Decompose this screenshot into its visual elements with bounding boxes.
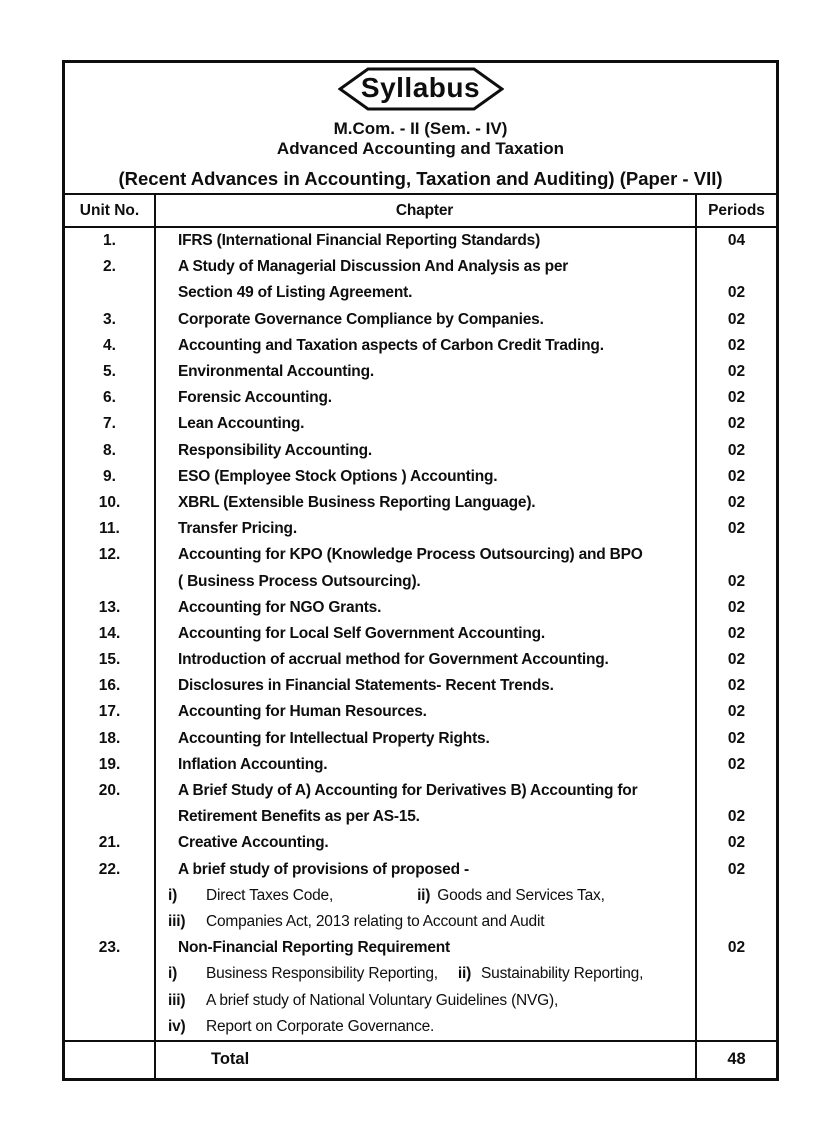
table-row bbox=[65, 1014, 776, 1040]
chapter-text: Sustainability Reporting, bbox=[481, 965, 644, 983]
unit-cell: 11. bbox=[99, 520, 120, 538]
periods-cell: 02 bbox=[727, 284, 746, 302]
badge-title: Syllabus bbox=[360, 72, 481, 103]
table-row bbox=[65, 621, 776, 647]
chapter-text: Disclosures in Financial Statements- Recent Trends. bbox=[178, 677, 554, 695]
program-title: M.Com. - II (Sem. - IV) bbox=[333, 119, 508, 138]
table-row bbox=[65, 568, 776, 594]
periods-cell: 04 bbox=[727, 232, 746, 250]
unit-cell: 21. bbox=[98, 834, 121, 852]
periods-cell: 02 bbox=[727, 363, 746, 381]
chapter-cell bbox=[154, 857, 697, 883]
unit-cell: 1. bbox=[103, 232, 116, 250]
chapter-text: A Study of Managerial Discussion And Analysis as per bbox=[178, 258, 569, 276]
chapter-cell bbox=[154, 411, 697, 437]
table-row bbox=[65, 909, 776, 935]
unit-cell bbox=[65, 883, 154, 909]
chapter-text: Goods and Services Tax, bbox=[437, 886, 605, 904]
table-row bbox=[65, 464, 776, 490]
chapter-cell bbox=[154, 516, 697, 542]
chapter-cell bbox=[154, 333, 697, 359]
unit-cell bbox=[65, 961, 154, 987]
unit-cell: 16. bbox=[98, 677, 121, 695]
table-row bbox=[65, 883, 776, 909]
chapter-cell bbox=[154, 699, 697, 725]
table-row bbox=[65, 438, 776, 464]
chapter-text: Non-Financial Reporting Requirement bbox=[178, 939, 451, 957]
chapter-cell bbox=[154, 778, 697, 804]
unit-cell: 14. bbox=[98, 624, 121, 642]
periods-cell: 02 bbox=[727, 677, 746, 695]
periods-cell bbox=[697, 254, 776, 280]
chapter-cell bbox=[154, 804, 697, 830]
table-row bbox=[65, 254, 776, 280]
table-row bbox=[65, 333, 776, 359]
course-title: Advanced Accounting and Taxation bbox=[276, 139, 565, 158]
total-unit-cell bbox=[65, 1042, 154, 1078]
table-row bbox=[65, 726, 776, 752]
unit-cell: 4. bbox=[103, 336, 116, 354]
chapter-text: Lean Accounting. bbox=[178, 415, 305, 433]
document-header bbox=[65, 63, 776, 195]
unit-cell bbox=[65, 280, 154, 306]
periods-cell: 02 bbox=[727, 336, 746, 354]
table-row bbox=[65, 280, 776, 306]
chapter-cell bbox=[154, 935, 697, 961]
chapter-text: Accounting for KPO (Knowledge Process Outsourcing) and BPO bbox=[178, 546, 643, 564]
chapter-cell bbox=[154, 621, 697, 647]
unit-cell: 20. bbox=[98, 782, 121, 800]
chapter-text: Direct Taxes Code, bbox=[206, 886, 334, 904]
chapter-text: Creative Accounting. bbox=[178, 834, 329, 852]
chapter-cell bbox=[154, 385, 697, 411]
periods-cell: 02 bbox=[727, 389, 746, 407]
list-marker: iii) bbox=[168, 912, 186, 930]
periods-cell: 02 bbox=[727, 310, 746, 328]
periods-cell: 02 bbox=[727, 755, 746, 773]
periods-cell: 02 bbox=[727, 860, 746, 878]
unit-cell: 6. bbox=[103, 389, 116, 407]
table-row bbox=[65, 385, 776, 411]
table-row bbox=[65, 490, 776, 516]
syllabus-content-box bbox=[62, 60, 779, 1081]
chapter-cell bbox=[154, 490, 697, 516]
unit-cell bbox=[65, 804, 154, 830]
unit-cell bbox=[65, 1014, 154, 1040]
chapter-text: IFRS (International Financial Reporting Standards) bbox=[178, 232, 541, 250]
table-row bbox=[65, 752, 776, 778]
chapter-text: Inflation Accounting. bbox=[178, 755, 328, 773]
table-row bbox=[65, 804, 776, 830]
periods-cell: 02 bbox=[727, 703, 746, 721]
table-row bbox=[65, 542, 776, 568]
chapter-cell bbox=[154, 464, 697, 490]
total-label: Total bbox=[154, 1042, 697, 1078]
periods-cell bbox=[697, 778, 776, 804]
table-row bbox=[65, 595, 776, 621]
chapter-cell bbox=[154, 883, 697, 909]
periods-cell bbox=[697, 542, 776, 568]
periods-cell: 02 bbox=[727, 572, 746, 590]
chapter-text: Transfer Pricing. bbox=[178, 520, 297, 538]
periods-cell: 02 bbox=[727, 651, 746, 669]
chapter-cell bbox=[154, 280, 697, 306]
column-header-chapter: Chapter bbox=[154, 195, 697, 226]
periods-cell: 02 bbox=[727, 598, 746, 616]
chapter-text: A Brief Study of A) Accounting for Derivatives B) Accounting for bbox=[178, 782, 638, 800]
chapter-text: Report on Corporate Governance. bbox=[206, 1017, 435, 1035]
unit-cell: 2. bbox=[103, 258, 116, 276]
chapter-text: Business Responsibility Reporting, bbox=[206, 965, 438, 983]
chapter-cell bbox=[154, 359, 697, 385]
table-row bbox=[65, 516, 776, 542]
chapter-cell bbox=[154, 647, 697, 673]
table-row bbox=[65, 307, 776, 333]
paper-subtitle: (Recent Advances in Accounting, Taxation and Auditing) (Paper - VII) bbox=[118, 168, 723, 189]
periods-cell: 02 bbox=[727, 729, 746, 747]
chapter-text: Accounting and Taxation aspects of Carbon Credit Trading. bbox=[178, 336, 604, 354]
chapter-text: Retirement Benefits as per AS-15. bbox=[178, 808, 420, 826]
chapter-text: Forensic Accounting. bbox=[178, 389, 332, 407]
unit-cell bbox=[65, 987, 154, 1013]
periods-cell: 02 bbox=[727, 493, 746, 511]
chapter-cell bbox=[154, 595, 697, 621]
list-marker: iv) bbox=[168, 1017, 186, 1035]
unit-cell: 15. bbox=[98, 651, 121, 669]
chapter-text: Corporate Governance Compliance by Companies. bbox=[178, 310, 544, 328]
periods-cell: 02 bbox=[727, 624, 746, 642]
periods-cell bbox=[697, 909, 776, 935]
chapter-cell bbox=[154, 830, 697, 856]
table-row bbox=[65, 411, 776, 437]
table-body bbox=[65, 228, 776, 1040]
unit-cell: 10. bbox=[98, 493, 121, 511]
unit-cell: 17. bbox=[98, 703, 121, 721]
periods-cell: 02 bbox=[727, 520, 746, 538]
chapter-text: ii) bbox=[417, 886, 431, 904]
periods-cell: 02 bbox=[727, 808, 746, 826]
chapter-text: Companies Act, 2013 relating to Account and Audit bbox=[206, 912, 545, 930]
table-row bbox=[65, 228, 776, 254]
chapter-cell bbox=[154, 438, 697, 464]
chapter-cell bbox=[154, 726, 697, 752]
periods-cell: 02 bbox=[727, 834, 746, 852]
table-row bbox=[65, 857, 776, 883]
unit-cell: 3. bbox=[103, 310, 116, 328]
column-header-periods: Periods bbox=[708, 201, 765, 219]
periods-cell: 02 bbox=[727, 415, 746, 433]
chapter-cell bbox=[154, 307, 697, 333]
syllabus-badge bbox=[338, 67, 504, 111]
chapter-cell bbox=[154, 228, 697, 254]
table-row bbox=[65, 699, 776, 725]
chapter-cell bbox=[154, 254, 697, 280]
periods-cell bbox=[697, 883, 776, 909]
unit-cell bbox=[65, 909, 154, 935]
chapter-cell bbox=[154, 961, 697, 987]
total-value: 48 bbox=[727, 1050, 746, 1069]
table-total-row bbox=[65, 1040, 776, 1078]
table-row bbox=[65, 961, 776, 987]
unit-cell: 19. bbox=[98, 755, 121, 773]
table-header-row bbox=[65, 195, 776, 228]
chapter-cell bbox=[154, 752, 697, 778]
chapter-text: A brief study of National Voluntary Guidelines (NVG), bbox=[206, 991, 559, 1009]
chapter-text: Accounting for NGO Grants. bbox=[178, 598, 382, 616]
chapter-text: ii) bbox=[457, 965, 472, 983]
periods-cell bbox=[697, 1014, 776, 1040]
chapter-cell bbox=[154, 542, 697, 568]
list-marker: i) bbox=[168, 886, 178, 904]
list-marker: i) bbox=[168, 965, 178, 983]
list-marker: iii) bbox=[168, 991, 186, 1009]
periods-cell bbox=[697, 987, 776, 1013]
unit-cell: 22. bbox=[98, 860, 121, 878]
chapter-cell bbox=[154, 673, 697, 699]
table-row bbox=[65, 778, 776, 804]
table-row bbox=[65, 830, 776, 856]
unit-cell: 12. bbox=[98, 546, 121, 564]
unit-cell: 13. bbox=[98, 598, 121, 616]
chapter-text: Responsibility Accounting. bbox=[178, 441, 373, 459]
unit-cell: 18. bbox=[98, 729, 121, 747]
table-row bbox=[65, 935, 776, 961]
unit-cell: 23. bbox=[98, 939, 121, 957]
chapter-text: ( Business Process Outsourcing). bbox=[178, 572, 421, 590]
table-row bbox=[65, 673, 776, 699]
unit-cell: 9. bbox=[103, 467, 116, 485]
periods-cell: 02 bbox=[727, 441, 746, 459]
chapter-text: Environmental Accounting. bbox=[178, 363, 374, 381]
chapter-text: A brief study of provisions of proposed - bbox=[178, 860, 469, 878]
chapter-text: XBRL (Extensible Business Reporting Language). bbox=[178, 493, 536, 511]
table-row bbox=[65, 647, 776, 673]
periods-cell bbox=[697, 961, 776, 987]
periods-cell: 02 bbox=[727, 939, 746, 957]
chapter-text: ESO (Employee Stock Options ) Accounting. bbox=[178, 467, 498, 485]
periods-cell: 02 bbox=[727, 467, 746, 485]
unit-cell bbox=[65, 568, 154, 594]
table-row bbox=[65, 987, 776, 1013]
table-row bbox=[65, 359, 776, 385]
chapter-text: Section 49 of Listing Agreement. bbox=[178, 284, 413, 302]
unit-cell: 7. bbox=[103, 415, 116, 433]
unit-cell: 5. bbox=[103, 363, 116, 381]
chapter-cell bbox=[154, 987, 697, 1013]
chapter-text: Accounting for Intellectual Property Rights. bbox=[178, 729, 490, 747]
chapter-cell bbox=[154, 568, 697, 594]
chapter-cell bbox=[154, 909, 697, 935]
column-header-unit: Unit No. bbox=[79, 201, 140, 219]
chapter-cell bbox=[154, 1014, 697, 1040]
chapter-text: Introduction of accrual method for Government Accounting. bbox=[178, 651, 609, 669]
chapter-text: Accounting for Human Resources. bbox=[178, 703, 427, 721]
unit-cell: 8. bbox=[103, 441, 116, 459]
chapter-text: Accounting for Local Self Government Accounting. bbox=[178, 624, 546, 642]
